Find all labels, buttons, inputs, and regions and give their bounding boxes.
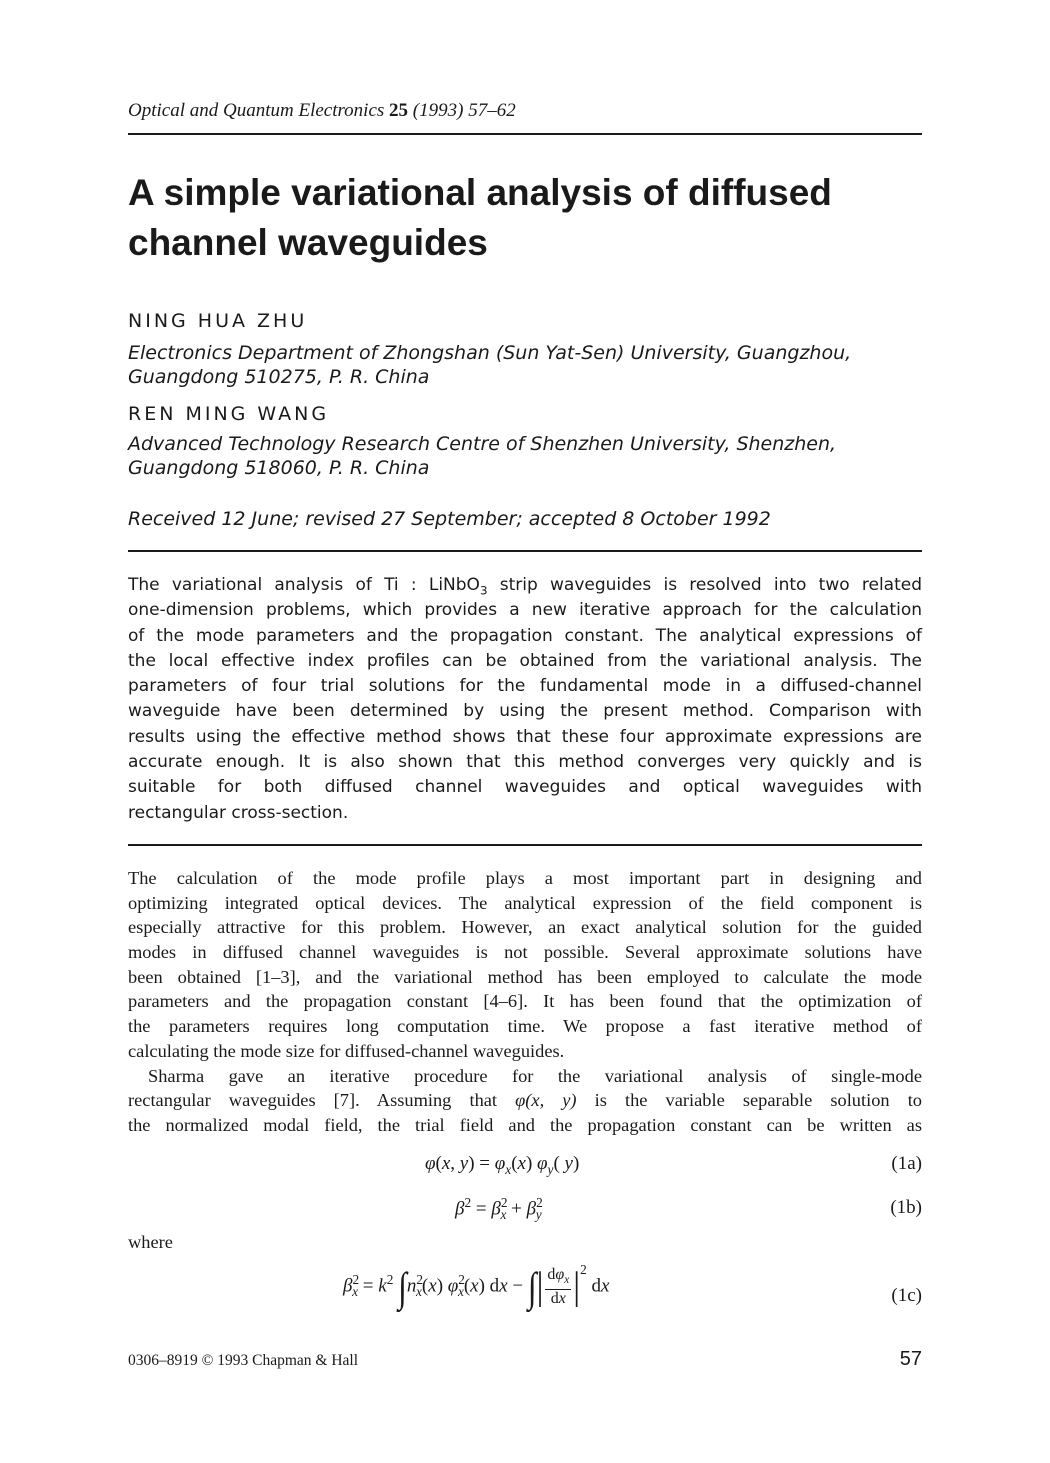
body-line: calculating the mode size for diffused-channel waveguides. bbox=[128, 1040, 565, 1061]
author-affiliation bbox=[128, 341, 851, 389]
page-number: 57 bbox=[899, 1348, 922, 1370]
affiliation-line: Guangdong 518060, P. R. China bbox=[128, 457, 430, 479]
body-line: optimizing integrated optical devices. The analytical expression of the field component is bbox=[128, 892, 922, 913]
issn-copyright: 0306–8919 © 1993 Chapman & Hall bbox=[128, 1352, 359, 1369]
body-text bbox=[128, 866, 922, 1138]
journal-citation bbox=[128, 100, 516, 122]
received-dates: Received 12 June; revised 27 September; accepted 8 October 1992 bbox=[128, 508, 771, 530]
abstract-line: the local effective index profiles can be obtained from the variational analysis. The bbox=[128, 650, 922, 671]
header-rule bbox=[128, 133, 922, 135]
abstract-top-rule bbox=[128, 550, 922, 552]
body-line: rectangular waveguides [7]. Assuming that φ(x, y) is the variable separable solution to bbox=[128, 1090, 922, 1111]
journal-volume: 25 bbox=[389, 100, 409, 121]
journal-year-pages: (1993) 57–62 bbox=[412, 100, 516, 121]
where-text: where bbox=[128, 1232, 173, 1252]
abstract-line: parameters of four trial solutions for the fundamental mode in a diffused-channel bbox=[128, 676, 922, 697]
title-line-1: A simple variational analysis of diffused bbox=[128, 172, 832, 213]
affiliation-line: Electronics Department of Zhongshan (Sun Yat-Sen) University, Guangzhou, bbox=[128, 342, 852, 364]
equation-number: (1a) bbox=[891, 1153, 922, 1174]
abstract-line: of the mode parameters and the propagation constant. The analytical expressions of bbox=[128, 625, 922, 646]
abstract bbox=[128, 573, 922, 826]
abstract-line: suitable for both diffused channel waveguides and optical waveguides with bbox=[128, 777, 922, 798]
abstract-line: waveguide have been determined by using the present method. Comparison with bbox=[128, 701, 922, 722]
author-name: NING HUA ZHU bbox=[128, 310, 308, 332]
title-line-2: channel waveguides bbox=[128, 222, 488, 263]
abstract-bottom-rule bbox=[128, 844, 922, 846]
journal-name: Optical and Quantum Electronics bbox=[128, 100, 385, 121]
equation-number: (1c) bbox=[891, 1285, 922, 1306]
affiliation-line: Advanced Technology Research Centre of Shenzhen University, Shenzhen, bbox=[128, 433, 837, 455]
body-line: the normalized modal field, the trial field and the propagation constant can be written as bbox=[128, 1114, 922, 1135]
equation-1a: φ(x, $y) = \varphi_x(x)$ $\varphi_y$( y) bbox=[425, 1153, 580, 1177]
author-name: REN MING WANG bbox=[128, 403, 330, 425]
paper-title bbox=[128, 168, 948, 268]
body-line: Sharma gave an iterative procedure for the variational analysis of single-mode bbox=[148, 1065, 922, 1086]
body-line: The calculation of the mode profile plays a most important part in designing and bbox=[128, 868, 922, 888]
abstract-line: results using the effective method shows that these four approximate expressions are bbox=[128, 726, 922, 747]
equation-1c: $\beta^2_x = k^2$ $\int n^2_x(x)$ $\varphi^2_x(x)$ dx − ∫| $\frac{d\varphi_x}{dx}$ $|^2$ dx bbox=[343, 1262, 610, 1310]
affiliation-line: Guangdong 510275, P. R. China bbox=[128, 366, 430, 388]
equation-1b: $\beta^2 = \beta^2_x + \beta^2_y$ bbox=[455, 1195, 543, 1223]
abstract-line: The variational analysis of Ti : LiNbO$_3$ strip waveguides is resolved into two related bbox=[128, 575, 923, 598]
inline-math: φ(x, y) bbox=[515, 1090, 577, 1111]
abstract-line: one-dimension problems, which provides a new iterative approach for the calculation bbox=[128, 600, 922, 621]
abstract-line: rectangular cross-section. bbox=[128, 802, 349, 823]
abstract-line: accurate enough. It is also shown that this method converges very quickly and is bbox=[128, 752, 922, 773]
body-line: especially attractive for this problem. However, an exact analytical solution for the guided bbox=[128, 917, 922, 938]
body-line: parameters and the propagation constant [4–6]. It has been found that the optimization of bbox=[128, 991, 922, 1012]
body-line: been obtained [1–3], and the variational method has been employed to calculate the mode bbox=[128, 966, 922, 987]
author-affiliation bbox=[128, 432, 836, 480]
body-line: modes in diffused channel waveguides is not possible. Several approximate solutions have bbox=[128, 942, 922, 963]
body-line: the parameters requires long computation time. We propose a fast iterative method of bbox=[128, 1016, 922, 1037]
equation-number: (1b) bbox=[890, 1197, 922, 1218]
